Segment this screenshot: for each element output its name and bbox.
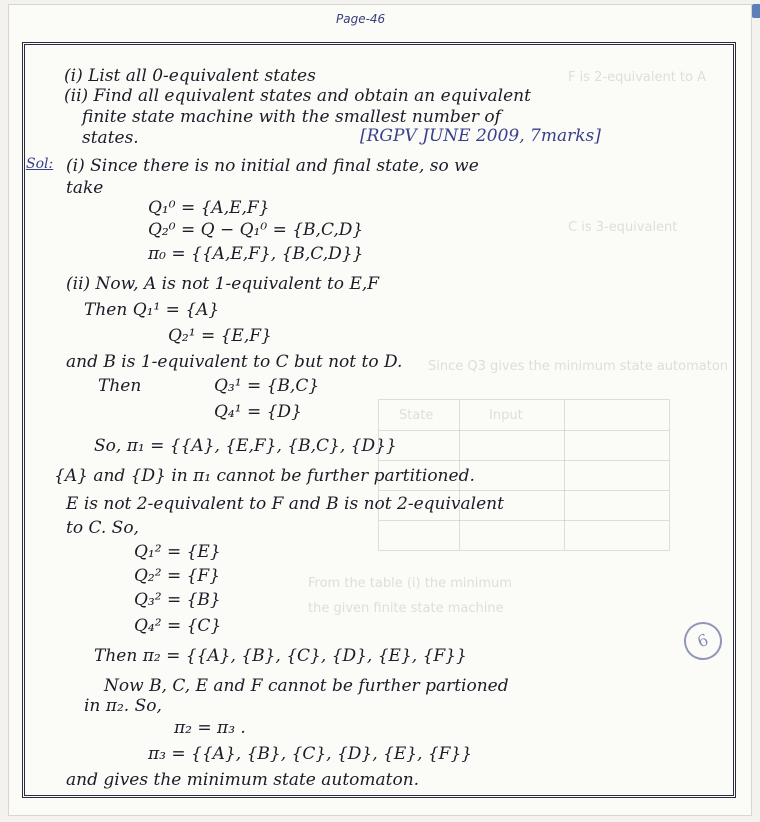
conclusion-text: and gives the minimum state automaton. bbox=[66, 770, 420, 790]
solution-text: Then bbox=[98, 376, 142, 396]
solution-text: {A} and {D} in π₁ cannot be further partitioned. bbox=[54, 466, 475, 486]
equation: Q₂² = {F} bbox=[134, 566, 221, 586]
equation: Q₄² = {C} bbox=[134, 616, 222, 636]
exam-reference: [RGPV JUNE 2009, 7marks] bbox=[360, 126, 601, 146]
page-number: Page-46 bbox=[336, 12, 386, 26]
solution-text: to C. So, bbox=[66, 518, 139, 538]
solution-text: (ii) Now, A is not 1-equivalent to E,F bbox=[66, 274, 380, 294]
notebook-page bbox=[8, 4, 752, 816]
question-part-i: (i) List all 0-equivalent states bbox=[64, 66, 316, 86]
equation: Q₃² = {B} bbox=[134, 590, 221, 610]
blue-tab-mark bbox=[752, 4, 760, 18]
equation: So, π₁ = {{A}, {E,F}, {B,C}, {D}} bbox=[94, 436, 397, 456]
solution-text: take bbox=[66, 178, 104, 198]
circled-number: 6 bbox=[679, 617, 728, 666]
equation: Q₁² = {E} bbox=[134, 542, 221, 562]
solution-text: and B is 1-equivalent to C but not to D. bbox=[66, 352, 403, 372]
ghost-table-header: State bbox=[399, 408, 434, 423]
ghost-table-header: Input bbox=[489, 408, 523, 423]
ghost-text: the given finite state machine bbox=[308, 601, 504, 616]
equation: Q₂¹ = {E,F} bbox=[168, 326, 272, 346]
equation: π₃ = {{A}, {B}, {C}, {D}, {E}, {F}} bbox=[148, 744, 473, 764]
solution-label: Sol: bbox=[26, 156, 54, 172]
ghost-text: Since Q3 gives the minimum state automaton bbox=[428, 359, 729, 374]
question-part-ii: (ii) Find all equivalent states and obtain an equivalent bbox=[64, 86, 531, 106]
equation: Q₁⁰ = {A,E,F} bbox=[148, 198, 270, 218]
ghost-text: F is 2-equivalent to A bbox=[568, 70, 707, 85]
equation: Q₄¹ = {D} bbox=[214, 402, 302, 422]
question-text: states. bbox=[82, 128, 139, 148]
equation: π₀ = {{A,E,F}, {B,C,D}} bbox=[148, 244, 364, 264]
equation: π₂ = π₃ . bbox=[174, 718, 246, 738]
equation: Then Q₁¹ = {A} bbox=[84, 300, 220, 320]
equation: Q₂⁰ = Q − Q₁⁰ = {B,C,D} bbox=[148, 220, 364, 240]
solution-text: in π₂. So, bbox=[84, 696, 162, 716]
solution-text: E is not 2-equivalent to F and B is not 2-equivalent bbox=[66, 494, 504, 514]
equation: Q₃¹ = {B,C} bbox=[214, 376, 320, 396]
solution-text: (i) Since there is no initial and final state, so we bbox=[66, 156, 479, 176]
ghost-text: From the table (i) the minimum bbox=[308, 576, 512, 591]
question-text: finite state machine with the smallest number of bbox=[82, 107, 501, 127]
ghost-text: C is 3-equivalent bbox=[568, 220, 678, 235]
solution-text: Now B, C, E and F cannot be further partioned bbox=[104, 676, 509, 696]
equation: Then π₂ = {{A}, {B}, {C}, {D}, {E}, {F}} bbox=[94, 646, 467, 666]
